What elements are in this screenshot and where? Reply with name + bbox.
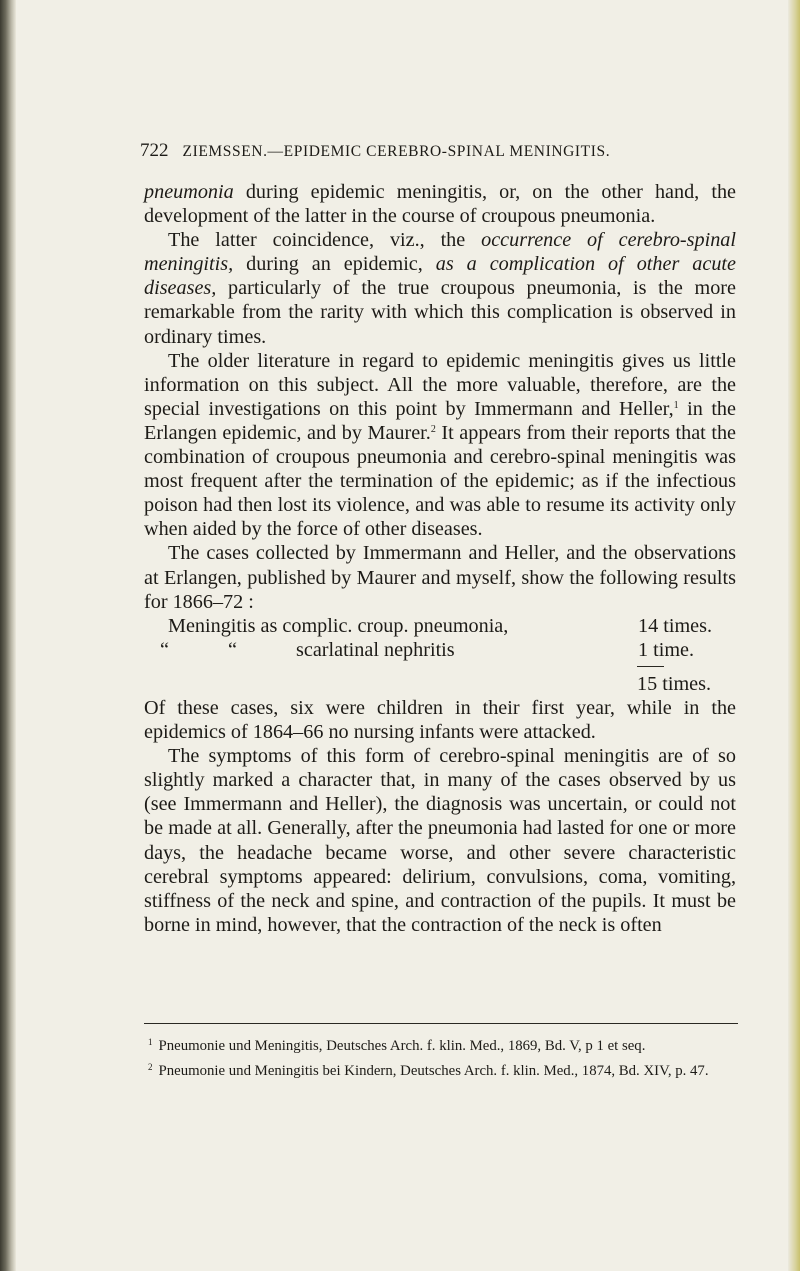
footnotes [148, 1032, 740, 1081]
paragraph-1-text: during epidemic meningitis, or, on the other hand, the development of the latter in the course of croupous pneumonia. [144, 181, 736, 228]
footnote-text-1: Pneumonie und Meningitis, Deutsches Arch. f. klin. Med., 1869, Bd. V, p 1 et seq. [158, 1038, 646, 1054]
footnote-marker-2: 2 [148, 1061, 153, 1072]
footnote-2 [148, 1057, 740, 1082]
footnote-ref-1[interactable]: 1 [673, 399, 679, 411]
stat-value-pneumonia: 14 times. [638, 614, 713, 637]
ditto-mark-2: “ [228, 638, 237, 661]
running-title: ZIEMSSEN.—EPIDEMIC CEREBRO-SPINAL MENINGITIS. [182, 143, 611, 160]
footnote-text-2: Pneumonie und Meningitis bei Kindern, Deutsches Arch. f. klin. Med., 1874, Bd. XIV, p. 47. [158, 1062, 709, 1079]
footnote-1 [148, 1032, 740, 1057]
p2-text-1: The latter coincidence, viz., the [168, 229, 482, 252]
stat-total: 15 times. [637, 672, 712, 695]
paragraph-5: Of these cases, six were children in their first year, while in the epidemics of 1864–66 no nursing infants were attacked. [144, 696, 736, 744]
stat-label-pneumonia: Meningitis as complic. croup. pneumonia, [168, 614, 509, 637]
ditto-mark-1: “ [160, 638, 169, 661]
paragraph-3 [144, 349, 736, 542]
stat-total-row [144, 672, 736, 696]
p2-italic-1: occurrence of cerebro-spinal meningitis, [144, 229, 736, 276]
stat-row-nephritis [144, 638, 736, 662]
stat-label-nephritis-text: scarlatinal nephritis [296, 638, 455, 661]
sum-rule-row [144, 662, 736, 672]
p3-text-2: in the Erlangen epidemic, and by Maurer. [144, 397, 736, 444]
paragraph-2 [144, 228, 736, 348]
footnote-marker-1: 1 [148, 1037, 153, 1047]
book-spine-shadow [0, 0, 16, 1271]
p2-text-2: during an epidemic, [233, 253, 436, 276]
p2-italic-2: as a complication of other acute diseases, [144, 253, 736, 300]
page-edge [788, 0, 800, 1271]
p2-text-3: particularly of the true croupous pneumonia, is the more remarkable from the rarity with which this complication is observed in ordinary times. [144, 277, 736, 348]
page-number: 722 [140, 140, 169, 161]
stat-label-nephritis [144, 638, 638, 662]
paragraph-6: The symptoms of this form of cerebro-spinal meningitis are of so slightly marked a character that, in many of the cases observed by us (see Immermann and Heller), the diagnosis was uncertain, or could not be made at all. Generally, after the pneumonia had lasted for one or more days, the headache became worse, and other severe characteristic cerebral symptoms appeared: delirium, convulsions, coma, vomiting, stiffness of the neck and spine, and contraction of the pupils. It must be borne in mind, however, that the contraction of the neck is often [144, 745, 736, 936]
footnote-rule [144, 1023, 738, 1024]
p3-text-1: The older literature in regard to epidemic meningitis gives us little information on this subject. All the more valuable, therefore, are the special investigations on this point by Immermann and Heller, [144, 349, 736, 420]
p3-text-3: It appears from their reports that the combination of croupous pneumonia and cerebro-spinal meningitis was most frequent after the termination of the epidemic; as if the infectious poison had then lost its violence, and was able to resume its activity only when aided by the force of other diseases. [144, 421, 736, 541]
paragraph-1 [144, 180, 736, 228]
sum-rule [637, 666, 664, 667]
stat-value-nephritis: 1 time. [638, 638, 695, 661]
running-head [140, 140, 740, 162]
body-text [144, 180, 736, 937]
paragraph-4: The cases collected by Immermann and Heller, and the observations at Erlangen, published by Maurer and myself, show the following results for 1866–72 : [144, 542, 736, 613]
italic-lead: pneumonia [144, 181, 234, 203]
stat-row-pneumonia [144, 614, 736, 638]
footnote-ref-2[interactable]: 2 [430, 423, 436, 435]
